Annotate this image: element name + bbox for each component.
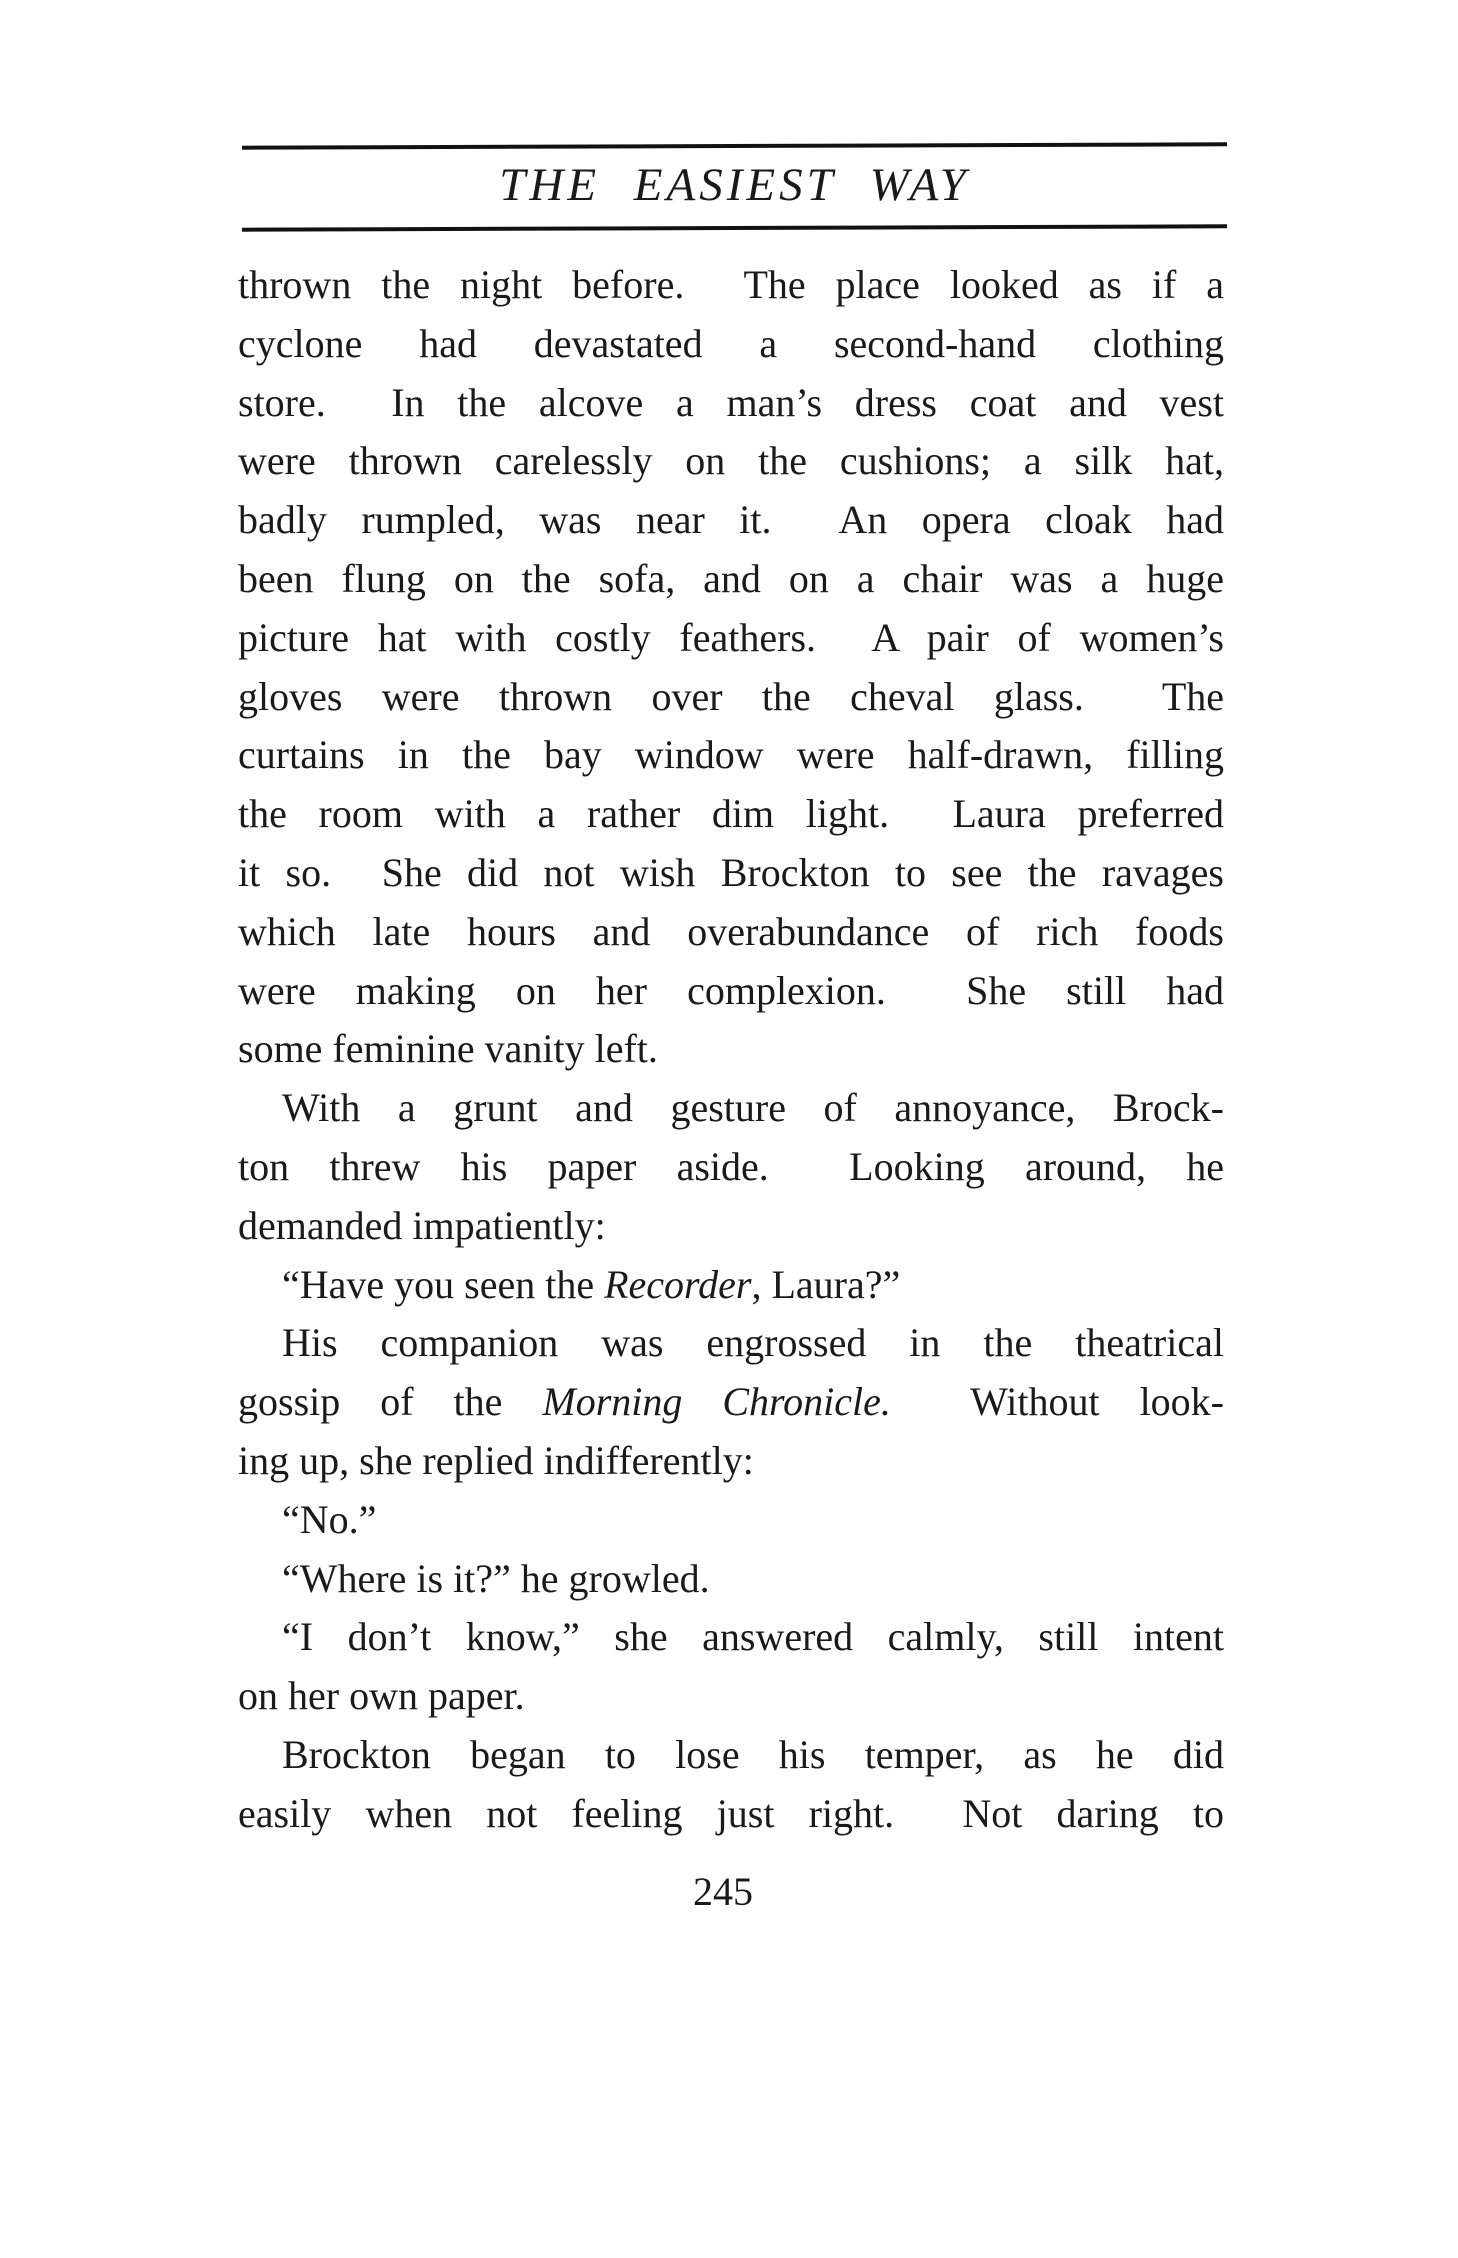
italic-title-text: Recorder: [604, 1261, 752, 1307]
text-segment: “I don’t know,” she answered calmly, still intent: [282, 1614, 1224, 1660]
text-segment: Without look-: [890, 1379, 1225, 1425]
text-line: [238, 903, 1224, 962]
text-segment: the room with a rather dim light. Laura preferred: [238, 791, 1224, 837]
text-segment: cyclone had devastated a second-hand clothing: [238, 320, 1224, 366]
text-line: [238, 256, 1224, 315]
text-line: [238, 1314, 1224, 1373]
text-segment: which late hours and overabundance of rich foods: [238, 908, 1224, 954]
text-line: [238, 1667, 1224, 1726]
page-number: 245: [693, 1869, 753, 1914]
text-line: [238, 1373, 1224, 1432]
text-segment: ing up, she replied indifferently:: [238, 1437, 754, 1483]
text-segment: “No.”: [282, 1496, 377, 1542]
text-segment: demanded impatiently:: [238, 1202, 606, 1248]
body-text: [238, 256, 1224, 1844]
text-segment: ton threw his paper aside. Looking around, he: [238, 1143, 1224, 1189]
text-segment: His companion was engrossed in the theatrical: [282, 1320, 1224, 1366]
text-segment: some feminine vanity left.: [238, 1026, 658, 1072]
text-line: [238, 609, 1224, 668]
text-line: [238, 1138, 1224, 1197]
italic-title-text: Morning Chronicle.: [542, 1379, 891, 1425]
text-segment: easily when not feeling just right. Not daring to: [238, 1790, 1224, 1836]
text-segment: it so. She did not wish Brockton to see the ravages: [238, 849, 1224, 895]
header-rule-top: [242, 142, 1227, 149]
text-segment: badly rumpled, was near it. An opera cloak had: [238, 497, 1224, 543]
text-line: [238, 785, 1224, 844]
text-segment: were making on her complexion. She still had: [238, 967, 1224, 1013]
text-segment: curtains in the bay window were half-drawn, filling: [238, 732, 1224, 778]
text-line: [238, 1491, 1224, 1550]
text-line: [238, 1726, 1224, 1785]
text-segment: , Laura?”: [751, 1261, 901, 1307]
text-segment: been flung on the sofa, and on a chair was a huge: [238, 555, 1224, 601]
text-line: [238, 1432, 1224, 1491]
text-line: [238, 1785, 1224, 1844]
text-line: [238, 962, 1224, 1021]
text-segment: picture hat with costly feathers. A pair of women’s: [238, 614, 1224, 660]
text-line: [238, 1197, 1224, 1256]
text-line: [238, 844, 1224, 903]
text-segment: on her own paper.: [238, 1673, 525, 1719]
text-segment: thrown the night before. The place looked as if a: [238, 262, 1224, 307]
text-line: [238, 374, 1224, 433]
text-segment: “Have you seen the: [282, 1261, 605, 1307]
text-line: [238, 432, 1224, 491]
text-line: [238, 550, 1224, 609]
text-line: [238, 1256, 1224, 1315]
text-line: [238, 726, 1224, 785]
text-line: [238, 315, 1224, 374]
text-segment: gloves were thrown over the cheval glass. The: [238, 673, 1224, 719]
running-head: THE EASIEST WAY: [499, 159, 970, 211]
header-rule-bottom: [242, 224, 1227, 231]
text-segment: “Where is it?” he growled.: [282, 1555, 710, 1601]
text-line: [238, 668, 1224, 727]
text-line: [238, 1550, 1224, 1609]
text-line: [238, 1079, 1224, 1138]
text-segment: were thrown carelessly on the cushions; a silk hat,: [238, 438, 1224, 484]
text-segment: Brockton began to lose his temper, as he did: [282, 1731, 1224, 1777]
text-line: [238, 491, 1224, 550]
text-segment: store. In the alcove a man’s dress coat and vest: [238, 379, 1224, 425]
text-line: [238, 1608, 1224, 1667]
text-line: [238, 1020, 1224, 1079]
text-segment: gossip of the: [238, 1379, 543, 1425]
text-segment: With a grunt and gesture of annoyance, Brock-: [282, 1085, 1224, 1131]
